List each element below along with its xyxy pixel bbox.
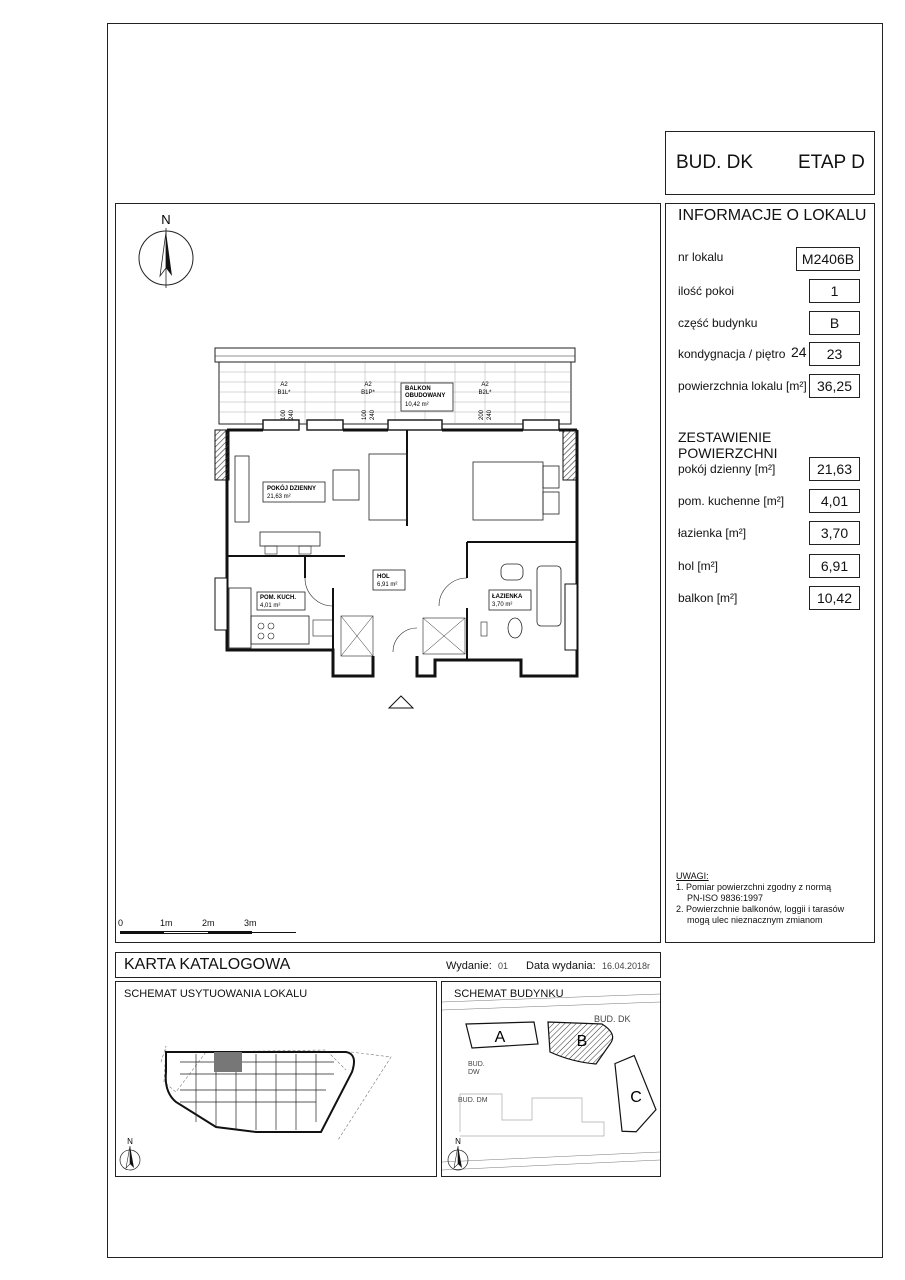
column-right [563,430,577,480]
balcony-name: BALKON [405,386,431,392]
info-title: INFORMACJE O LOKALU [678,207,867,224]
svg-text:B2L*: B2L* [478,390,492,396]
scale-3m: 3m [244,918,257,928]
area-label-balcony: balkon [m²] [678,591,738,605]
svg-text:200: 200 [479,409,485,420]
catalog-title: KARTA KATALOGOWA [124,956,291,973]
hall-area-label: 6,91 m² [377,582,398,588]
notes-line-3: 2. Powierzchnie balkonów, loggii i tarasów [676,904,845,914]
info-label-area: powierzchnia lokalu [m²] [678,379,807,393]
stage-label: ETAP D [798,152,865,173]
floor-plan [205,338,585,718]
notes [676,871,844,926]
schema-unit-drawing [116,982,436,1176]
bud-dw-2: DW [468,1069,480,1076]
scale-0: 0 [118,918,124,928]
catalog-header [115,952,661,978]
info-value-rooms: 1 [809,279,860,303]
info-value-area: 36,25 [809,374,860,398]
svg-text:240: 240 [289,409,295,420]
building-label: BUD. DK [676,152,754,173]
bath-name: ŁAZIENKA [492,594,523,600]
entrance-marker-icon [389,696,413,708]
info-value-nr: M2406B [796,247,860,271]
svg-text:A2: A2 [280,382,288,388]
part-c: C [630,1089,642,1106]
bud-dm: BUD. DM [458,1097,488,1104]
svg-text:A2: A2 [481,382,489,388]
notes-title: UWAGI: [676,871,709,881]
north-label: N [161,212,171,227]
balcony-top-rail [215,348,575,362]
svg-text:B1P*: B1P* [361,390,375,396]
areas-title: ZESTAWIENIE POWIERZCHNI [678,429,778,461]
balcony-sub: OBUDOWANY [405,393,446,399]
svg-text:240: 240 [487,409,493,420]
notes-line-1: 1. Pomiar powierzchni zgodny z normą [676,882,832,892]
living-name: POKÓJ DZIENNY [267,486,317,492]
area-label-bath: łazienka [m²] [678,526,747,540]
svg-text:100: 100 [281,409,287,420]
area-label-living: pokój dzienny [m²] [678,462,776,476]
unit-highlight [214,1052,242,1072]
info-label-rooms: ilość pokoi [678,284,735,298]
bath-area-label: 3,70 m² [492,602,513,608]
column-left [215,430,229,480]
schema-building-north: N [455,1137,461,1146]
date-value: 16.04.2018r [602,961,651,971]
header-box [665,131,875,195]
hall-name: HOL [377,574,390,580]
date-label: Data wydania: [526,960,596,972]
part-a: A [494,1029,506,1046]
info-label-nr: nr lokalu [678,250,724,264]
info-value-part: B [809,311,860,335]
north-arrow-icon [136,210,196,290]
notes-line-2: PN-ISO 9836:1997 [687,893,764,903]
schema-unit-box [115,981,437,1177]
info-value-storey: 24 [791,344,807,360]
schema-building-drawing [442,982,660,1176]
schema-unit-north: N [127,1137,133,1146]
notes-line-4: mogą ulec nieznacznym zmianom [687,915,823,925]
schema-unit-title: SCHEMAT USYTUOWANIA LOKALU [124,988,308,1000]
area-value-bath: 3,70 [809,521,860,545]
schema-building-box [441,981,661,1177]
scale-bar [120,918,300,938]
bud-dk: BUD. DK [594,1014,631,1024]
kitchen-name: POM. KUCH. [260,595,296,601]
area-label-hall: hol [m²] [678,559,719,573]
area-value-living: 21,63 [809,457,860,481]
area-value-kitchen: 4,01 [809,489,860,513]
svg-text:B1L*: B1L* [277,390,291,396]
edition-value: 01 [498,961,509,971]
bud-dw-1: BUD. [468,1061,485,1068]
info-label-part: część budynku [678,316,758,330]
svg-text:100: 100 [362,409,368,420]
scale-1m: 1m [160,918,173,928]
kitchen-area-label: 4,01 m² [260,603,281,609]
edition-label: Wydanie: [446,960,492,972]
info-value-floor: 23 [809,342,860,366]
area-value-balcony: 10,42 [809,586,860,610]
balcony-area-label: 10,42 m² [405,402,429,408]
schema-building-title: SCHEMAT BUDYNKU [454,988,564,1000]
living-area-label: 21,63 m² [267,494,291,500]
part-b: B [576,1033,588,1050]
area-label-kitchen: pom. kuchenne [m²] [678,494,785,508]
info-label-floor: kondygnacja / piętro [678,347,786,361]
scale-2m: 2m [202,918,215,928]
svg-text:A2: A2 [364,382,372,388]
info-box [665,203,875,943]
area-value-hall: 6,91 [809,554,860,578]
svg-text:240: 240 [370,409,376,420]
